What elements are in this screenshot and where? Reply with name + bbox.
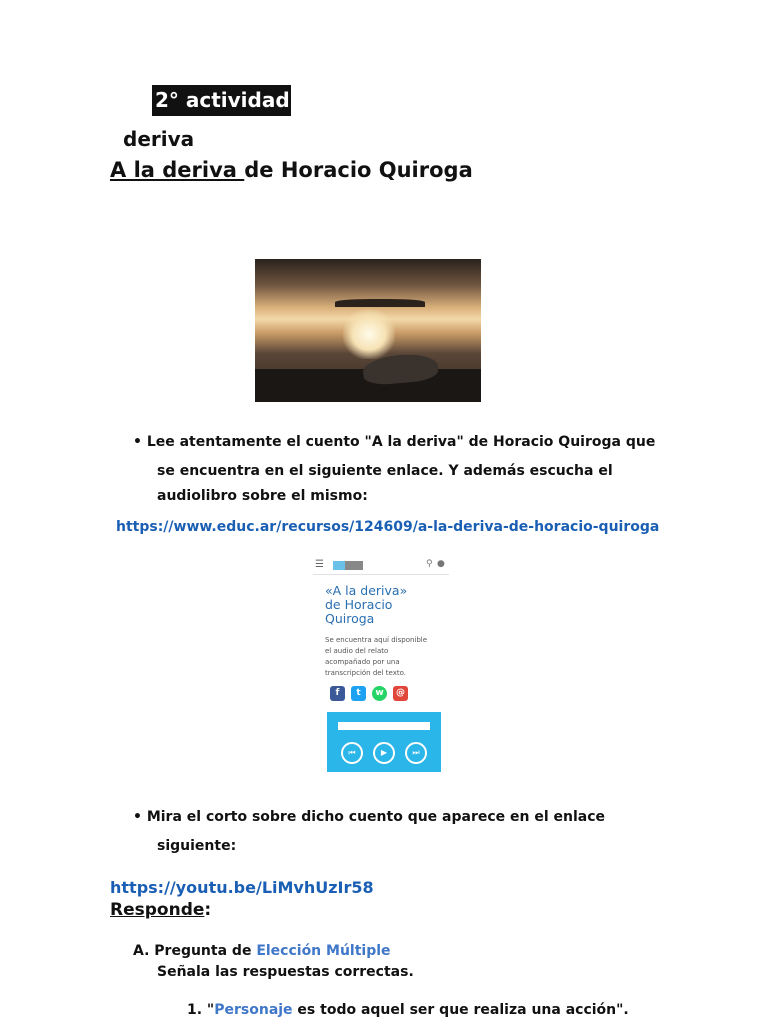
instruction-1-line-3: audiolibro sobre el mismo: xyxy=(157,488,368,504)
twitter-icon: t xyxy=(351,686,366,701)
youtube-link[interactable]: https://youtu.be/LiMvhUzIr58 xyxy=(110,878,374,897)
thumb-description xyxy=(325,635,427,679)
responde-colon: : xyxy=(204,900,212,920)
item-1-number: 1. " xyxy=(187,1002,215,1018)
island-shape xyxy=(335,299,425,307)
instruction-1-line-1 xyxy=(133,434,655,450)
thumb-top-bar xyxy=(313,558,449,575)
question-a-prefix: A. Pregunta de xyxy=(133,943,257,959)
email-icon: @ xyxy=(393,686,408,701)
question-item-1 xyxy=(187,1002,629,1018)
menu-icon: ☰ xyxy=(315,559,324,570)
resource-page-thumbnail[interactable] xyxy=(313,558,449,772)
facebook-icon: f xyxy=(330,686,345,701)
bullet-icon: • xyxy=(133,809,142,825)
instruction-1-text-1: Lee atentamente el cuento "A la deriva" de Horacio Quiroga que xyxy=(146,434,656,450)
instruction-2-line-1 xyxy=(133,809,605,825)
thumb-desc-line: transcripción del texto. xyxy=(325,669,406,677)
thumb-title-line: Quiroga xyxy=(325,611,375,626)
instruction-1-line-2: se encuentra en el siguiente enlace. Y además escucha el xyxy=(157,463,613,479)
responde-heading xyxy=(110,900,211,920)
thumb-title-line: «A la deriva» xyxy=(325,583,408,598)
thumb-desc-line: el audio del relato xyxy=(325,647,389,655)
educ-resource-link[interactable]: https://www.educ.ar/recursos/124609/a-la-deriva-de-horacio-quiroga xyxy=(116,519,660,535)
question-a-highlight: Elección Múltiple xyxy=(256,943,391,959)
sun-reflection xyxy=(343,309,395,359)
responde-label: Responde xyxy=(110,900,205,920)
question-a-title xyxy=(133,943,391,959)
audio-progress-bar xyxy=(338,722,430,730)
audio-player xyxy=(327,712,441,772)
instruction-2-line-2: siguiente: xyxy=(157,838,237,854)
item-1-rest: es todo aquel ser que realiza una acción". xyxy=(292,1002,629,1018)
thumb-desc-line: Se encuentra aquí disponible xyxy=(325,636,428,644)
site-logo xyxy=(333,561,363,570)
title-rest: de Horacio Quiroga xyxy=(244,158,473,182)
whatsapp-icon: w xyxy=(372,686,387,701)
page-title xyxy=(110,158,473,182)
activity-heading: 2° actividad xyxy=(152,85,291,116)
title-underlined: A la deriva xyxy=(110,158,245,182)
thumb-title xyxy=(325,584,407,626)
question-a-instruction: Señala las respuestas correctas. xyxy=(157,964,414,980)
sunset-boat-photo xyxy=(255,259,481,402)
next-icon: ⏭ xyxy=(405,742,427,764)
item-1-highlight: Personaje xyxy=(214,1002,293,1018)
subtitle: deriva xyxy=(123,127,195,151)
instruction-2-text-1: Mira el corto sobre dicho cuento que aparece en el enlace xyxy=(146,809,606,825)
previous-icon: ⏮ xyxy=(341,742,363,764)
thumb-title-line: de Horacio xyxy=(325,597,393,612)
bullet-icon: • xyxy=(133,434,142,450)
user-icon: ● xyxy=(437,559,445,569)
play-icon: ▶ xyxy=(373,742,395,764)
search-icon: ⚲ xyxy=(426,559,433,569)
thumb-desc-line: acompañado por una xyxy=(325,658,400,666)
